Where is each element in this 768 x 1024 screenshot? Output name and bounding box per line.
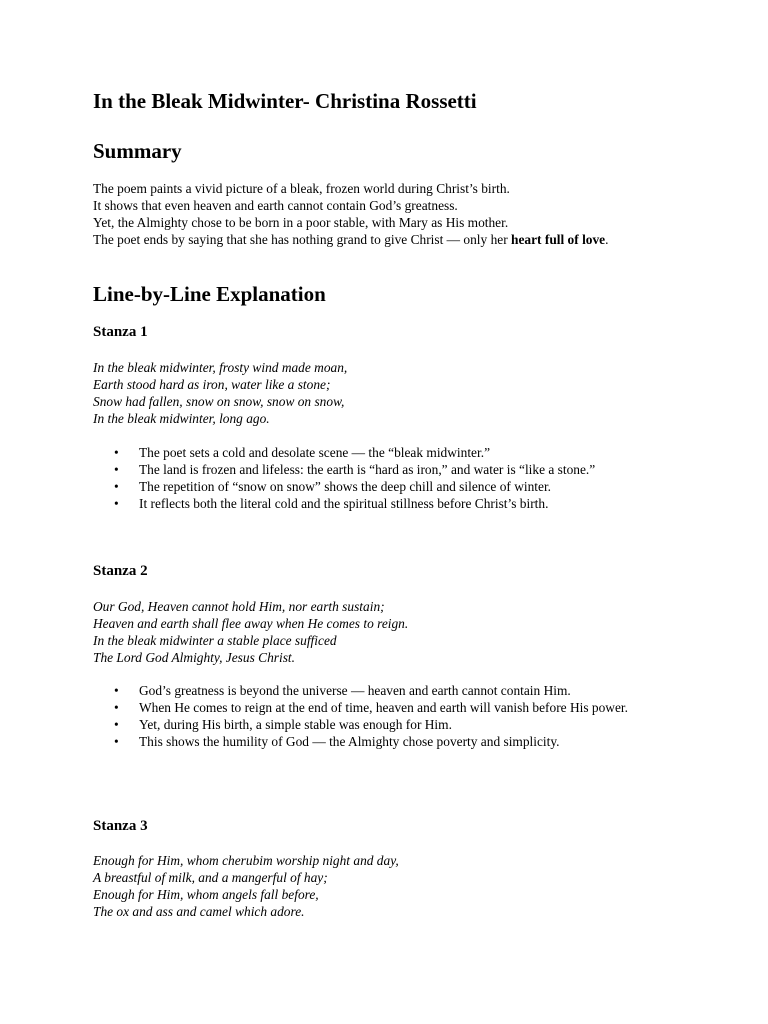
document-title: In the Bleak Midwinter- Christina Rossetti <box>93 89 477 113</box>
list-item <box>93 733 683 750</box>
bullet-icon: • <box>114 734 119 749</box>
summary-line-last <box>93 231 673 248</box>
bullet-icon: • <box>114 445 119 460</box>
bullet-icon: • <box>114 700 119 715</box>
bullet-icon: • <box>114 462 119 477</box>
verse-line: In the bleak midwinter a stable place sufficed <box>93 633 337 648</box>
summary-last-prefix: The poet ends by saying that she has nothing grand to give Christ — only her <box>93 232 512 247</box>
list-item <box>93 478 683 495</box>
stanza-2-verse <box>93 598 408 666</box>
bullet-icon: • <box>114 479 119 494</box>
summary-line: It shows that even heaven and earth cannot contain God’s greatness. <box>93 198 458 213</box>
list-item <box>93 495 683 512</box>
verse-line: In the bleak midwinter, frosty wind made moan, <box>93 360 348 375</box>
list-item <box>93 699 683 716</box>
list-item <box>93 716 683 733</box>
stanza-1-points <box>93 444 683 512</box>
verse-line: Enough for Him, whom angels fall before, <box>93 887 319 902</box>
verse-line: Earth stood hard as iron, water like a stone; <box>93 377 331 392</box>
list-item <box>93 461 683 478</box>
verse-line: The ox and ass and camel which adore. <box>93 904 305 919</box>
stanza-2-title: Stanza 2 <box>93 563 148 579</box>
verse-line: The Lord God Almighty, Jesus Christ. <box>93 650 295 665</box>
stanza-1-title: Stanza 1 <box>93 324 148 340</box>
verse-line: Enough for Him, whom cherubim worship night and day, <box>93 853 399 868</box>
point-text: Yet, during His birth, a simple stable was enough for Him. <box>139 717 452 732</box>
summary-heading: Summary <box>93 139 182 163</box>
summary-emphasis: heart full of love <box>511 232 606 247</box>
summary-paragraph <box>93 180 673 248</box>
stanza-3-verse <box>93 852 399 920</box>
verse-line: Heaven and earth shall flee away when He comes to reign. <box>93 616 409 631</box>
verse-line: Snow had fallen, snow on snow, snow on snow, <box>93 394 345 409</box>
point-text: The poet sets a cold and desolate scene — the “bleak midwinter.” <box>139 445 491 460</box>
point-text: The land is frozen and lifeless: the earth is “hard as iron,” and water is “like a stone.” <box>139 462 596 477</box>
verse-line: Our God, Heaven cannot hold Him, nor earth sustain; <box>93 599 385 614</box>
stanza-1-verse <box>93 359 347 427</box>
verse-line: A breastful of milk, and a mangerful of hay; <box>93 870 328 885</box>
list-item <box>93 444 683 461</box>
stanza-3-title: Stanza 3 <box>93 818 148 834</box>
summary-line: The poem paints a vivid picture of a bleak, frozen world during Christ’s birth. <box>93 181 510 196</box>
point-text: God’s greatness is beyond the universe — heaven and earth cannot contain Him. <box>139 683 571 698</box>
bullet-icon: • <box>114 496 119 511</box>
verse-line: In the bleak midwinter, long ago. <box>93 411 270 426</box>
list-item <box>93 682 683 699</box>
point-text: When He comes to reign at the end of time, heaven and earth will vanish before His power. <box>139 700 628 715</box>
bullet-icon: • <box>114 683 119 698</box>
bullet-icon: • <box>114 717 119 732</box>
explanation-heading: Line-by-Line Explanation <box>93 282 326 306</box>
summary-line: Yet, the Almighty chose to be born in a poor stable, with Mary as His mother. <box>93 215 509 230</box>
stanza-2-points <box>93 682 683 750</box>
point-text: This shows the humility of God — the Almighty chose poverty and simplicity. <box>139 734 560 749</box>
point-text: The repetition of “snow on snow” shows the deep chill and silence of winter. <box>139 479 552 494</box>
point-text: It reflects both the literal cold and the spiritual stillness before Christ’s birth. <box>139 496 549 511</box>
summary-last-suffix: . <box>605 232 609 247</box>
